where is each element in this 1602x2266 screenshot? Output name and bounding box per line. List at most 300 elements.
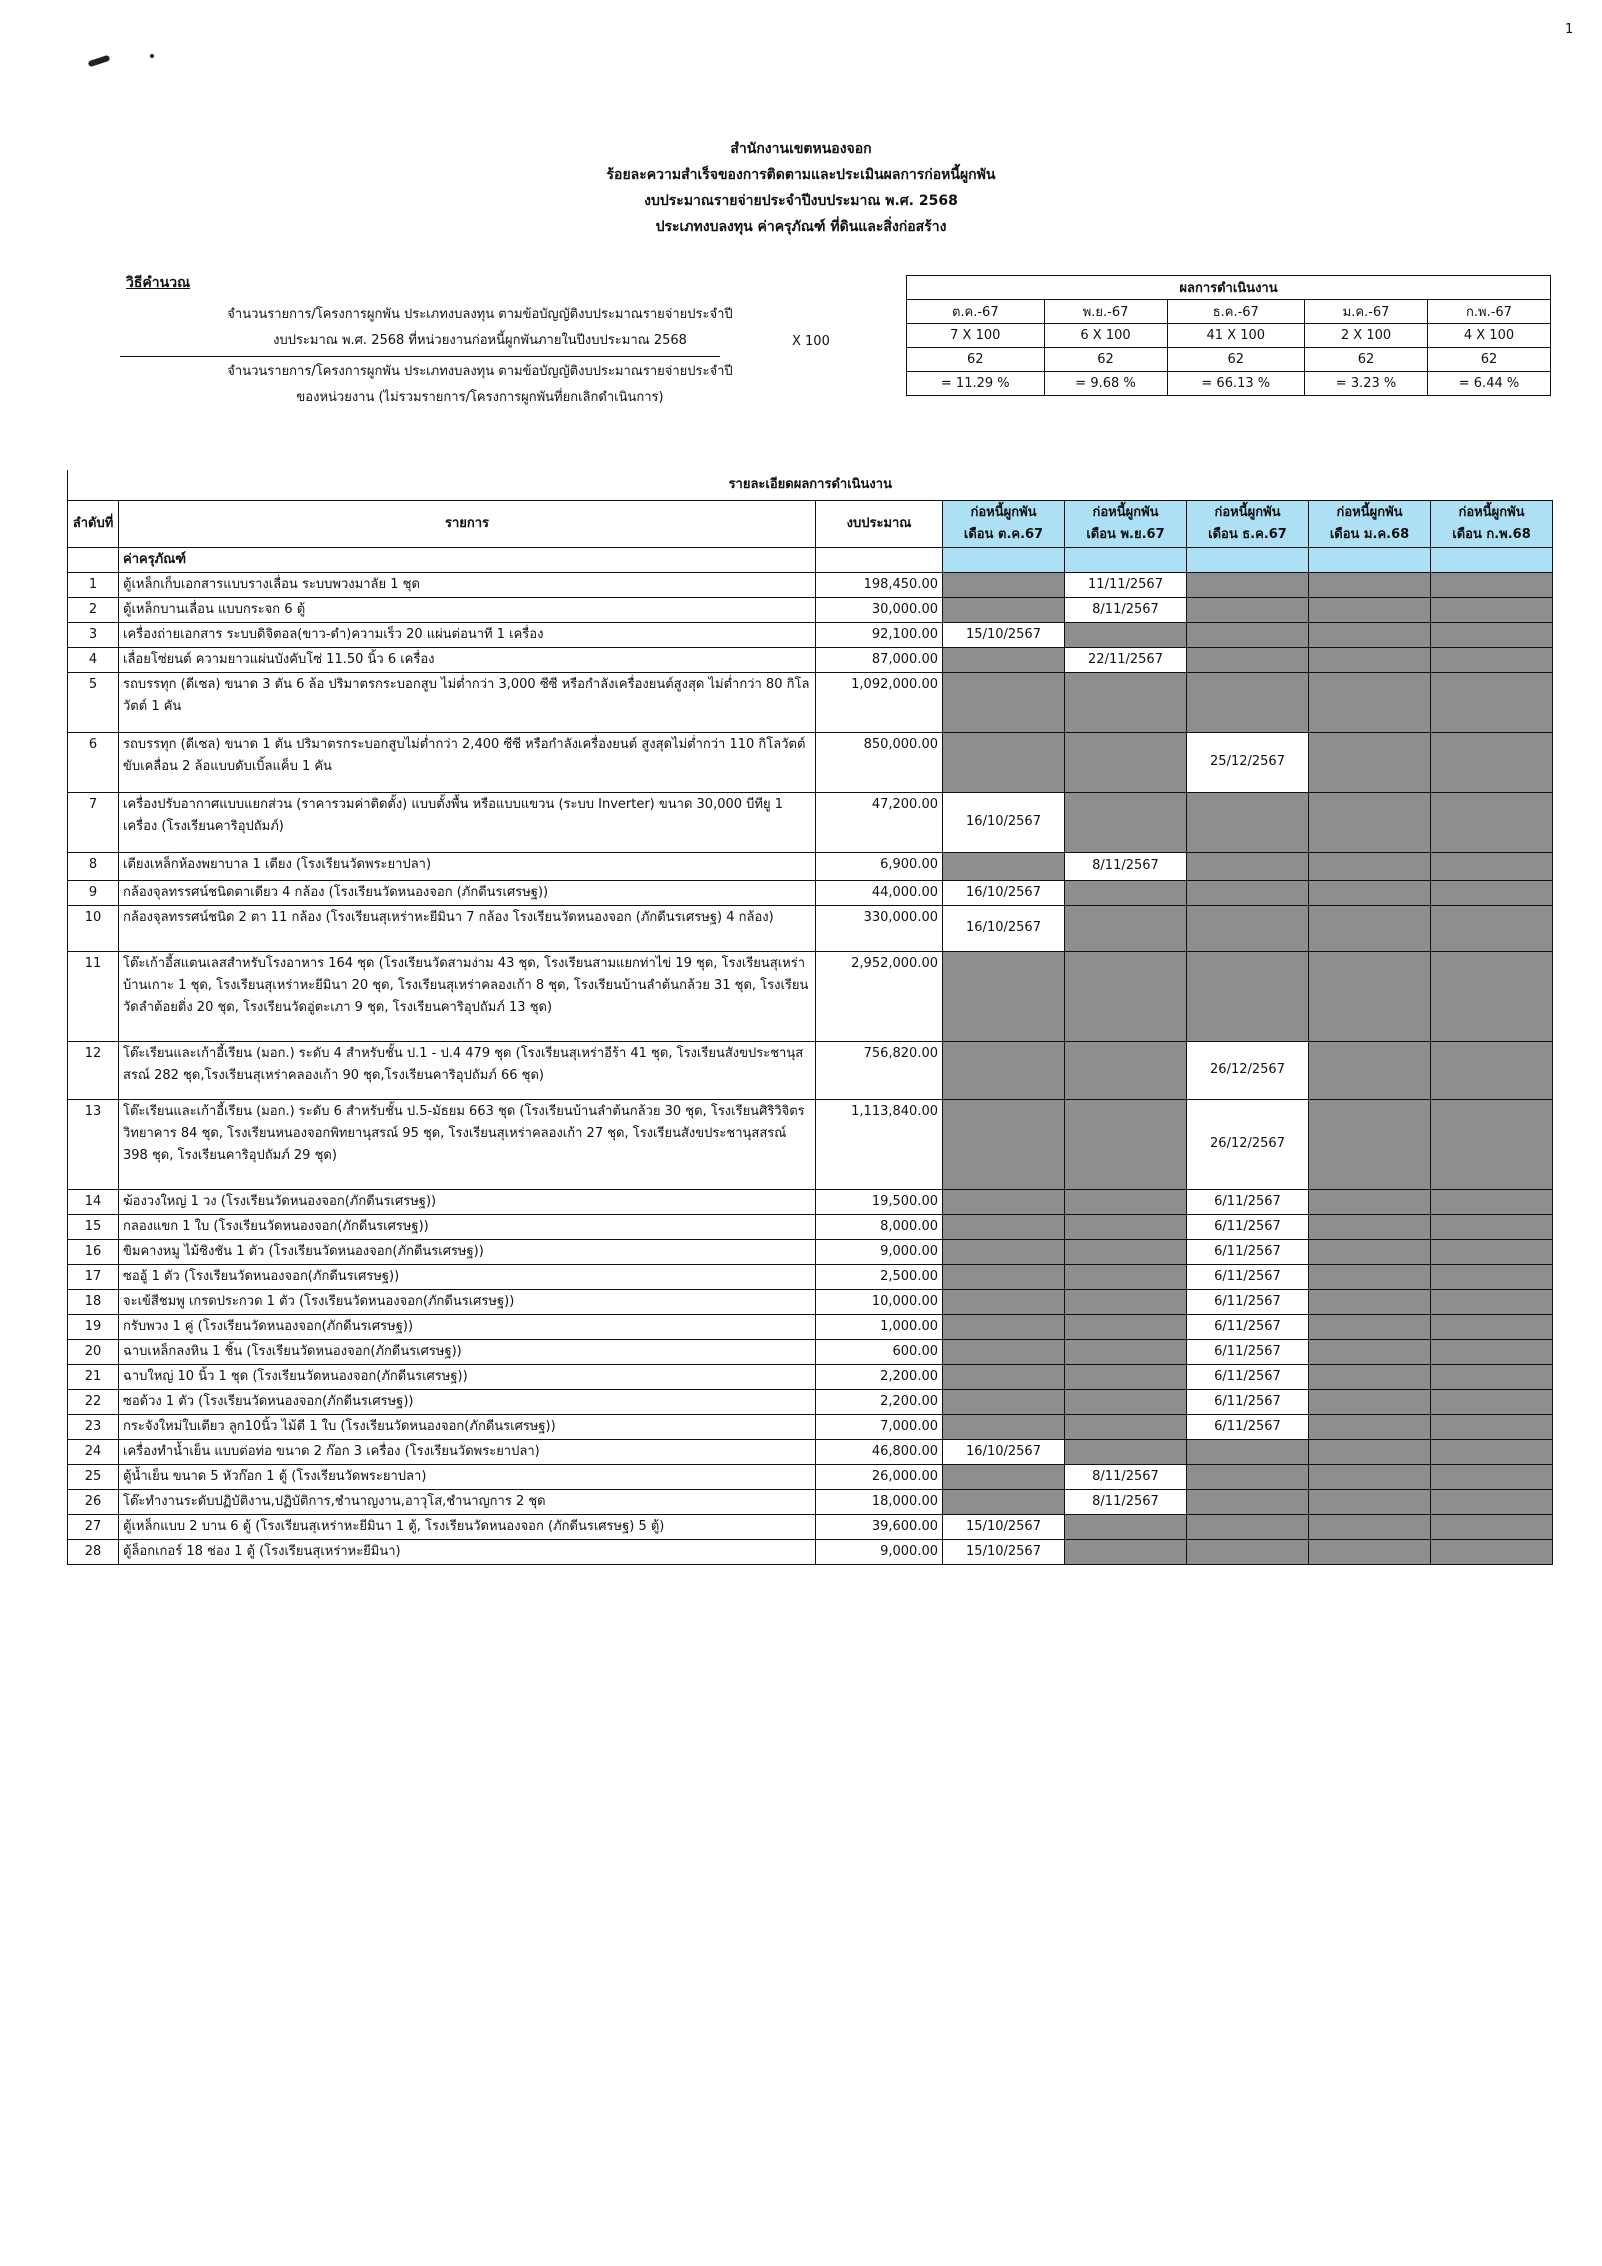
row-number: 15 — [68, 1214, 119, 1239]
scan-mark — [88, 55, 111, 68]
row-date: 26/12/2567 — [1187, 1041, 1309, 1099]
results-table — [906, 275, 1551, 396]
shaded-cell — [1187, 1514, 1309, 1539]
row-item: ฉาบเหล็กลงหิน 1 ชิ้น (โรงเรียนวัดหนองจอก(ภักดีนรเศรษฐ)) — [119, 1339, 816, 1364]
shaded-cell — [943, 1189, 1065, 1214]
row-budget: 2,500.00 — [816, 1264, 943, 1289]
row-date: 11/11/2567 — [1065, 572, 1187, 597]
row-date: 6/11/2567 — [1187, 1389, 1309, 1414]
shaded-cell — [1065, 1439, 1187, 1464]
table-row — [68, 1314, 1553, 1339]
calculation-title: วิธีคำนวณ — [126, 275, 191, 291]
shaded-cell — [1065, 1339, 1187, 1364]
shaded-cell — [1309, 1099, 1431, 1189]
row-number: 22 — [68, 1389, 119, 1414]
month-header — [1309, 500, 1431, 547]
shaded-cell — [1309, 951, 1431, 1041]
results-numerator-cell: 2 X 100 — [1305, 324, 1428, 348]
shaded-cell — [1187, 1464, 1309, 1489]
table-row — [68, 1489, 1553, 1514]
shaded-cell — [1309, 1189, 1431, 1214]
table-row — [68, 1214, 1553, 1239]
row-budget: 9,000.00 — [816, 1239, 943, 1264]
results-percent-cell: = 11.29 % — [907, 372, 1045, 396]
shaded-cell — [943, 572, 1065, 597]
row-item: ฆ้องวงใหญ่ 1 วง (โรงเรียนวัดหนองจอก(ภักดีนรเศรษฐ)) — [119, 1189, 816, 1214]
table-row — [68, 1364, 1553, 1389]
shaded-cell — [1187, 880, 1309, 905]
results-denominator-cell: 62 — [1428, 348, 1551, 372]
month-header-line: ก่อหนี้ผูกพัน — [1214, 504, 1281, 520]
shaded-cell — [943, 647, 1065, 672]
table-row — [68, 1539, 1553, 1564]
month-header — [943, 500, 1065, 547]
shaded-cell — [1431, 852, 1553, 880]
shaded-cell — [1431, 572, 1553, 597]
row-number: 14 — [68, 1189, 119, 1214]
row-budget: 46,800.00 — [816, 1439, 943, 1464]
row-date: 6/11/2567 — [1187, 1214, 1309, 1239]
shaded-cell — [1309, 852, 1431, 880]
row-budget: 1,000.00 — [816, 1314, 943, 1339]
shaded-cell — [1065, 1099, 1187, 1189]
shaded-cell — [1431, 1099, 1553, 1189]
shaded-cell — [1309, 1214, 1431, 1239]
row-number: 26 — [68, 1489, 119, 1514]
shaded-cell — [1431, 1389, 1553, 1414]
shaded-cell — [943, 1314, 1065, 1339]
shaded-cell — [943, 1264, 1065, 1289]
row-budget: 10,000.00 — [816, 1289, 943, 1314]
shaded-cell — [1431, 1314, 1553, 1339]
results-denominator-cell: 62 — [1305, 348, 1428, 372]
results-percent-cell: = 9.68 % — [1044, 372, 1167, 396]
row-number: 28 — [68, 1539, 119, 1564]
row-budget: 7,000.00 — [816, 1414, 943, 1439]
shaded-cell — [1187, 852, 1309, 880]
page-number: 1 — [1565, 22, 1574, 37]
shaded-cell — [943, 1464, 1065, 1489]
table-row — [68, 1239, 1553, 1264]
shaded-cell — [943, 1099, 1065, 1189]
shaded-cell — [1431, 1539, 1553, 1564]
results-percent-cell: = 6.44 % — [1428, 372, 1551, 396]
row-budget: 2,200.00 — [816, 1364, 943, 1389]
results-numerator-cell: 6 X 100 — [1044, 324, 1167, 348]
row-budget: 1,092,000.00 — [816, 672, 943, 732]
table-row — [68, 792, 1553, 852]
table-row — [68, 597, 1553, 622]
shaded-cell — [1065, 1314, 1187, 1339]
row-item: โต๊ะเก้าอี้สแตนเลสสำหรับโรงอาหาร 164 ชุด (โรงเรียนวัดสามง่าม 43 ชุด, โรงเรียนสามแยกท่าไข่ 19 ชุด, โรงเรียนสุเหร่าบ้านเกาะ 1 ชุด, โรงเรียนสุเหร่าหะยีมินา 20 ชุด, โรงเรียนสุเหร่าคลองเก้า 8 ชุด, โรงเรียนบ้านลำต้นกล้วย 31 ชุด, โรงเรียนวัดลำต้อยติ่ง 20 ชุด, โรงเรียนวัดอู่ตะเภา 9 ชุด, โรงเรียนคาริอุปถัมภ์ 13 ชุด) — [119, 951, 816, 1041]
row-number: 21 — [68, 1364, 119, 1389]
row-budget: 47,200.00 — [816, 792, 943, 852]
month-header-line: ก่อหนี้ผูกพัน — [1092, 504, 1159, 520]
shaded-cell — [1309, 647, 1431, 672]
results-denominator-cell: 62 — [907, 348, 1045, 372]
row-date: 25/12/2567 — [1187, 732, 1309, 792]
table-row — [68, 1041, 1553, 1099]
row-date: 8/11/2567 — [1065, 1489, 1187, 1514]
row-budget: 198,450.00 — [816, 572, 943, 597]
shaded-cell — [943, 1389, 1065, 1414]
row-number: 3 — [68, 622, 119, 647]
shaded-cell — [1431, 1339, 1553, 1364]
month-header-line: เดือน พ.ย.67 — [1086, 526, 1165, 542]
row-budget: 756,820.00 — [816, 1041, 943, 1099]
shaded-cell — [1065, 792, 1187, 852]
row-budget: 8,000.00 — [816, 1214, 943, 1239]
row-number: 2 — [68, 597, 119, 622]
row-budget: 850,000.00 — [816, 732, 943, 792]
shaded-cell — [1431, 1514, 1553, 1539]
shaded-cell — [1065, 1239, 1187, 1264]
month-header-line: ก่อหนี้ผูกพัน — [1458, 504, 1525, 520]
table-row — [68, 1099, 1553, 1189]
row-number: 19 — [68, 1314, 119, 1339]
shaded-cell — [1431, 672, 1553, 732]
table-row — [68, 1264, 1553, 1289]
shaded-cell — [1309, 572, 1431, 597]
row-budget: 87,000.00 — [816, 647, 943, 672]
row-date: 6/11/2567 — [1187, 1239, 1309, 1264]
row-item: โต๊ะเรียนและเก้าอี้เรียน (มอก.) ระดับ 4 สำหรับชั้น ป.1 - ป.4 479 ชุด (โรงเรียนสุเหร่าอีร้า 41 ชุด, โรงเรียนสังขประชานุสสรณ์ 282 ชุด,โรงเรียนสุเหร่าคลองเก้า 90 ชุด,โรงเรียนคาริอุปถัมภ์ 66 ชุด) — [119, 1041, 816, 1099]
category-cell — [816, 547, 943, 572]
shaded-cell — [1309, 905, 1431, 951]
table-row — [68, 1464, 1553, 1489]
category-cell — [1431, 547, 1553, 572]
table-row — [68, 672, 1553, 732]
row-date: 6/11/2567 — [1187, 1289, 1309, 1314]
month-header — [1187, 500, 1309, 547]
col-item-header: รายการ — [119, 500, 816, 547]
document-heading — [0, 136, 1602, 240]
shaded-cell — [1065, 1041, 1187, 1099]
table-row — [68, 880, 1553, 905]
row-number: 1 — [68, 572, 119, 597]
row-item: เครื่องทำน้ำเย็น แบบต่อท่อ ขนาด 2 ก๊อก 3 เครื่อง (โรงเรียนวัดพระยาปลา) — [119, 1439, 816, 1464]
denominator-line: ของหน่วยงาน (ไม่รวมรายการ/โครงการผูกพันที่ยกเลิกดำเนินการ) — [296, 390, 664, 405]
row-number: 7 — [68, 792, 119, 852]
table-row — [68, 1514, 1553, 1539]
row-number: 4 — [68, 647, 119, 672]
month-header-line: เดือน ต.ค.67 — [963, 526, 1044, 542]
shaded-cell — [1065, 1514, 1187, 1539]
shaded-cell — [1431, 622, 1553, 647]
row-budget: 9,000.00 — [816, 1539, 943, 1564]
row-item: กรับพวง 1 คู่ (โรงเรียนวัดหนองจอก(ภักดีนรเศรษฐ)) — [119, 1314, 816, 1339]
row-number: 11 — [68, 951, 119, 1041]
shaded-cell — [943, 1489, 1065, 1514]
row-budget: 30,000.00 — [816, 597, 943, 622]
results-denominator-cell: 62 — [1044, 348, 1167, 372]
table-row — [68, 1389, 1553, 1414]
results-percent-cell: = 3.23 % — [1305, 372, 1428, 396]
row-date: 8/11/2567 — [1065, 597, 1187, 622]
shaded-cell — [1309, 1041, 1431, 1099]
month-header — [1065, 500, 1187, 547]
shaded-cell — [943, 597, 1065, 622]
row-date: 15/10/2567 — [943, 1539, 1065, 1564]
row-date: 6/11/2567 — [1187, 1264, 1309, 1289]
row-item: ฉาบใหญ่ 10 นิ้ว 1 ชุด (โรงเรียนวัดหนองจอก(ภักดีนรเศรษฐ)) — [119, 1364, 816, 1389]
row-item: ตู้น้ำเย็น ขนาด 5 หัวก๊อก 1 ตู้ (โรงเรียนวัดพระยาปลา) — [119, 1464, 816, 1489]
row-budget: 19,500.00 — [816, 1189, 943, 1214]
table-row — [68, 1339, 1553, 1364]
col-budget-header: งบประมาณ — [816, 500, 943, 547]
shaded-cell — [1187, 1539, 1309, 1564]
shaded-cell — [1431, 1041, 1553, 1099]
row-item: ตู้เหล็กเก็บเอกสารแบบรางเลื่อน ระบบพวงมาลัย 1 ชุด — [119, 572, 816, 597]
shaded-cell — [1187, 1439, 1309, 1464]
shaded-cell — [1431, 1264, 1553, 1289]
row-item: กระจังใหม่ใบเตียว ลูก10นิ้ว ไม้ตี 1 ใบ (โรงเรียนวัดหนองจอก(ภักดีนรเศรษฐ)) — [119, 1414, 816, 1439]
row-date: 15/10/2567 — [943, 1514, 1065, 1539]
row-number: 25 — [68, 1464, 119, 1489]
numerator-line: งบประมาณ พ.ศ. 2568 ที่หน่วยงานก่อหนี้ผูกพันภายในปีงบประมาณ 2568 — [273, 333, 687, 348]
row-item: กลองแขก 1 ใบ (โรงเรียนวัดหนองจอก(ภักดีนรเศรษฐ)) — [119, 1214, 816, 1239]
row-item: ตู้ล็อกเกอร์ 18 ช่อง 1 ตู้ (โรงเรียนสุเหร่าหะยีมินา) — [119, 1539, 816, 1564]
row-date: 16/10/2567 — [943, 1439, 1065, 1464]
row-item: เครื่องถ่ายเอกสาร ระบบดิจิตอล(ขาว-ดำ)ความเร็ว 20 แผ่นต่อนาที 1 เครื่อง — [119, 622, 816, 647]
table-row — [68, 951, 1553, 1041]
row-date: 8/11/2567 — [1065, 852, 1187, 880]
row-number: 9 — [68, 880, 119, 905]
shaded-cell — [1309, 732, 1431, 792]
shaded-cell — [1065, 905, 1187, 951]
shaded-cell — [1431, 1289, 1553, 1314]
shaded-cell — [1431, 1414, 1553, 1439]
multiplier: X 100 — [792, 334, 830, 349]
results-month-cell: ต.ค.-67 — [907, 300, 1045, 324]
shaded-cell — [943, 1414, 1065, 1439]
row-item: โต๊ะทำงานระดับปฏิบัติงาน,ปฏิบัติการ,ชำนาญงาน,อาวุโส,ชำนาญการ 2 ชุด — [119, 1489, 816, 1514]
shaded-cell — [1065, 1264, 1187, 1289]
shaded-cell — [1065, 880, 1187, 905]
results-month-cell: ม.ค.-67 — [1305, 300, 1428, 324]
month-header-line: ก่อหนี้ผูกพัน — [1336, 504, 1403, 520]
shaded-cell — [1431, 1439, 1553, 1464]
row-item: รถบรรทุก (ดีเซล) ขนาด 1 ตัน ปริมาตรกระบอกสูบไม่ต่ำกว่า 2,400 ซีซี หรือกำลังเครื่องยนต์ สูงสุดไม่ต่ำกว่า 110 กิโลวัตต์ ขับเคลื่อน 2 ล้อแบบดับเบิ้ลแค็บ 1 คัน — [119, 732, 816, 792]
shaded-cell — [1309, 672, 1431, 732]
shaded-cell — [1065, 1414, 1187, 1439]
row-date: 6/11/2567 — [1187, 1314, 1309, 1339]
results-month-cell: ธ.ค.-67 — [1167, 300, 1305, 324]
shaded-cell — [1187, 951, 1309, 1041]
row-item: กล้องจุลทรรศน์ชนิดตาเดียว 4 กล้อง (โรงเรียนวัดหนองจอก (ภักดีนรเศรษฐ)) — [119, 880, 816, 905]
category-cell — [1187, 547, 1309, 572]
row-number: 8 — [68, 852, 119, 880]
row-item: รถบรรทุก (ดีเซล) ขนาด 3 ตัน 6 ล้อ ปริมาตรกระบอกสูบ ไม่ต่ำกว่า 3,000 ซีซี หรือกำลังเครื่องยนต์สูงสุด ไม่ต่ำกว่า 80 กิโลวัตต์ 1 คัน — [119, 672, 816, 732]
table-row — [68, 1189, 1553, 1214]
category-label: ค่าครุภัณฑ์ — [119, 547, 816, 572]
shaded-cell — [943, 852, 1065, 880]
results-percent-cell: = 66.13 % — [1167, 372, 1305, 396]
shaded-cell — [1431, 1189, 1553, 1214]
shaded-cell — [1187, 647, 1309, 672]
shaded-cell — [1309, 1239, 1431, 1264]
table-row — [68, 572, 1553, 597]
shaded-cell — [1431, 1464, 1553, 1489]
row-item: เลื่อยโซ่ยนต์ ความยาวแผ่นบังคับโซ่ 11.50 นิ้ว 6 เครื่อง — [119, 647, 816, 672]
row-number: 16 — [68, 1239, 119, 1264]
shaded-cell — [943, 1289, 1065, 1314]
shaded-cell — [1187, 597, 1309, 622]
shaded-cell — [1065, 1189, 1187, 1214]
row-item: ซอด้วง 1 ตัว (โรงเรียนวัดหนองจอก(ภักดีนรเศรษฐ)) — [119, 1389, 816, 1414]
shaded-cell — [1187, 905, 1309, 951]
shaded-cell — [1431, 1239, 1553, 1264]
shaded-cell — [1065, 1389, 1187, 1414]
shaded-cell — [1309, 1389, 1431, 1414]
shaded-cell — [1065, 732, 1187, 792]
row-item: เครื่องปรับอากาศแบบแยกส่วน (ราคารวมค่าติดตั้ง) แบบตั้งพื้น หรือแบบแขวน (ระบบ Inverter) ขนาด 30,000 บีทียู 1 เครื่อง (โรงเรียนคาริอุปถัมภ์) — [119, 792, 816, 852]
results-month-cell: ก.พ.-67 — [1428, 300, 1551, 324]
col-no-header: ลำดับที่ — [68, 500, 119, 547]
shaded-cell — [1065, 622, 1187, 647]
shaded-cell — [1309, 1289, 1431, 1314]
row-budget: 2,200.00 — [816, 1389, 943, 1414]
shaded-cell — [1065, 1214, 1187, 1239]
row-number: 12 — [68, 1041, 119, 1099]
shaded-cell — [1309, 1539, 1431, 1564]
table-row — [68, 905, 1553, 951]
shaded-cell — [1187, 1489, 1309, 1514]
shaded-cell — [1431, 1364, 1553, 1389]
shaded-cell — [1309, 1414, 1431, 1439]
row-budget: 6,900.00 — [816, 852, 943, 880]
row-budget: 44,000.00 — [816, 880, 943, 905]
row-number: 18 — [68, 1289, 119, 1314]
row-date: 15/10/2567 — [943, 622, 1065, 647]
shaded-cell — [943, 1239, 1065, 1264]
results-denominator-cell: 62 — [1167, 348, 1305, 372]
row-date: 22/11/2567 — [1065, 647, 1187, 672]
month-header-line: เดือน ธ.ค.67 — [1208, 526, 1287, 542]
shaded-cell — [943, 1214, 1065, 1239]
row-budget: 39,600.00 — [816, 1514, 943, 1539]
row-budget: 26,000.00 — [816, 1464, 943, 1489]
row-item: ตู้เหล็กบานเลื่อน แบบกระจก 6 ตู้ — [119, 597, 816, 622]
row-date: 6/11/2567 — [1187, 1364, 1309, 1389]
shaded-cell — [1309, 1489, 1431, 1514]
row-date: 26/12/2567 — [1187, 1099, 1309, 1189]
row-budget: 92,100.00 — [816, 622, 943, 647]
heading-line: ร้อยละความสำเร็จของการติดตามและประเมินผลการก่อหนี้ผูกพัน — [606, 167, 996, 183]
row-number: 24 — [68, 1439, 119, 1464]
results-numerator-cell: 41 X 100 — [1167, 324, 1305, 348]
shaded-cell — [943, 951, 1065, 1041]
row-number: 23 — [68, 1414, 119, 1439]
row-number: 27 — [68, 1514, 119, 1539]
category-cell — [1309, 547, 1431, 572]
shaded-cell — [1065, 1539, 1187, 1564]
results-month-cell: พ.ย.-67 — [1044, 300, 1167, 324]
shaded-cell — [1065, 951, 1187, 1041]
table-row — [68, 622, 1553, 647]
row-item: เตียงเหล็กห้องพยาบาล 1 เตียง (โรงเรียนวัดพระยาปลา) — [119, 852, 816, 880]
row-number: 20 — [68, 1339, 119, 1364]
shaded-cell — [1431, 1489, 1553, 1514]
row-date: 8/11/2567 — [1065, 1464, 1187, 1489]
row-budget: 330,000.00 — [816, 905, 943, 951]
shaded-cell — [1309, 792, 1431, 852]
row-item: ขิมคางหมู ไม้ซิงชัน 1 ตัว (โรงเรียนวัดหนองจอก(ภักดีนรเศรษฐ)) — [119, 1239, 816, 1264]
shaded-cell — [1431, 880, 1553, 905]
results-numerator-cell: 4 X 100 — [1428, 324, 1551, 348]
row-number: 5 — [68, 672, 119, 732]
row-number: 6 — [68, 732, 119, 792]
row-item: ตู้เหล็กแบบ 2 บาน 6 ตู้ (โรงเรียนสุเหร่าหะยีมินา 1 ตู้, โรงเรียนวัดหนองจอก (ภักดีนรเศรษฐ) 5 ตู้) — [119, 1514, 816, 1539]
row-date: 6/11/2567 — [1187, 1189, 1309, 1214]
shaded-cell — [943, 732, 1065, 792]
details-table — [67, 470, 1553, 1565]
table-row — [68, 852, 1553, 880]
shaded-cell — [1309, 622, 1431, 647]
row-item: จะเข้สีชมพู เกรดประกวด 1 ตัว (โรงเรียนวัดหนองจอก(ภักดีนรเศรษฐ)) — [119, 1289, 816, 1314]
results-title: ผลการดำเนินงาน — [907, 276, 1551, 300]
month-header — [1431, 500, 1553, 547]
shaded-cell — [1431, 1214, 1553, 1239]
numerator-line: จำนวนรายการ/โครงการผูกพัน ประเภทงบลงทุน ตามข้อบัญญัติงบประมาณรายจ่ายประจำปี — [227, 307, 733, 322]
shaded-cell — [1309, 1514, 1431, 1539]
shaded-cell — [943, 1364, 1065, 1389]
fraction-bar — [120, 356, 720, 357]
row-number: 10 — [68, 905, 119, 951]
row-item: กล้องจุลทรรศน์ชนิด 2 ตา 11 กล้อง (โรงเรียนสุเหร่าหะยีมินา 7 กล้อง โรงเรียนวัดหนองจอก (ภักดีนรเศรษฐ) 4 กล้อง) — [119, 905, 816, 951]
table-row — [68, 647, 1553, 672]
table-row — [68, 1289, 1553, 1314]
shaded-cell — [1065, 1289, 1187, 1314]
row-date: 16/10/2567 — [943, 905, 1065, 951]
month-header-line: เดือน ม.ค.68 — [1329, 526, 1410, 542]
shaded-cell — [1187, 622, 1309, 647]
shaded-cell — [1309, 1339, 1431, 1364]
row-budget: 600.00 — [816, 1339, 943, 1364]
shaded-cell — [1431, 647, 1553, 672]
row-budget: 2,952,000.00 — [816, 951, 943, 1041]
shaded-cell — [1309, 1364, 1431, 1389]
table-row — [68, 1414, 1553, 1439]
shaded-cell — [943, 672, 1065, 732]
row-item: ซออู้ 1 ตัว (โรงเรียนวัดหนองจอก(ภักดีนรเศรษฐ)) — [119, 1264, 816, 1289]
row-number: 13 — [68, 1099, 119, 1189]
shaded-cell — [1309, 1314, 1431, 1339]
heading-line: สำนักงานเขตหนองจอก — [730, 141, 872, 157]
row-date: 16/10/2567 — [943, 880, 1065, 905]
shaded-cell — [943, 1041, 1065, 1099]
heading-line: ประเภทงบลงทุน ค่าครุภัณฑ์ ที่ดินและสิ่งก่อสร้าง — [655, 219, 947, 235]
category-cell — [68, 547, 119, 572]
row-item: โต๊ะเรียนและเก้าอี้เรียน (มอก.) ระดับ 6 สำหรับชั้น ป.5-มัธยม 663 ชุด (โรงเรียนบ้านลำต้นกล้วย 30 ชุด, โรงเรียนศิริวิจิตรวิทยาคาร 84 ชุด, โรงเรียนหนองจอกพิทยานุสรณ์ 95 ชุด, โรงเรียนสุเหร่าคลองเก้า 27 ชุด, โรงเรียนสังขประชานุสสรณ์ 398 ชุด, โรงเรียนคาริอุปถัมภ์ 29 ชุด) — [119, 1099, 816, 1189]
heading-line: งบประมาณรายจ่ายประจำปีงบประมาณ พ.ศ. 2568 — [644, 193, 958, 209]
shaded-cell — [1309, 880, 1431, 905]
table-row — [68, 1439, 1553, 1464]
table-title: รายละเอียดผลการดำเนินงาน — [68, 470, 1553, 500]
row-number: 17 — [68, 1264, 119, 1289]
shaded-cell — [1309, 597, 1431, 622]
category-cell — [1065, 547, 1187, 572]
shaded-cell — [1431, 597, 1553, 622]
shaded-cell — [1065, 1364, 1187, 1389]
shaded-cell — [1309, 1464, 1431, 1489]
row-budget: 1,113,840.00 — [816, 1099, 943, 1189]
denominator-line: จำนวนรายการ/โครงการผูกพัน ประเภทงบลงทุน ตามข้อบัญญัติงบประมาณรายจ่ายประจำปี — [227, 364, 733, 379]
shaded-cell — [1187, 672, 1309, 732]
shaded-cell — [1309, 1264, 1431, 1289]
row-date: 6/11/2567 — [1187, 1339, 1309, 1364]
row-date: 6/11/2567 — [1187, 1414, 1309, 1439]
